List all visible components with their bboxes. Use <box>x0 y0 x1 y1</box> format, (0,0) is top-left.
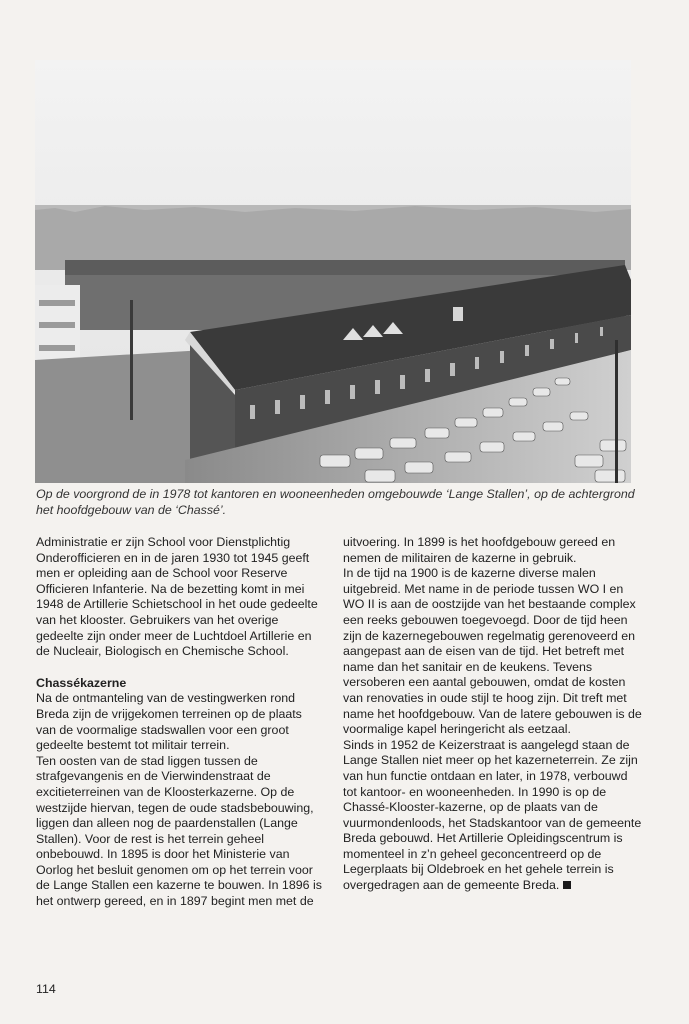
end-mark-icon <box>563 881 571 889</box>
page-number: 114 <box>36 982 56 996</box>
paragraph-text: Sinds in 1952 de Keizerstraat is aangelegd staan de Lange Stallen niet meer op het kazerneterrein. Ze zijn van hun functie ontdaan en later, in 1978, verbouwd tot kantoor- en wooneenheden. In 1990 is op de Chassé-Klooster-kazerne, op de plaats van de vuurmondenloods, het Stadskantoor van de gemeente Breda gebouwd. Het Artillerie Opleidingscentrum is momenteel in z’n geheel geconcentreerd op de Legerplaats bij Oldebroek en het gehele terrein is overgedragen aan de gemeente Breda. <box>343 737 642 893</box>
paragraph: uitvoering. In 1899 is het hoofdgebouw gereed en nemen de militairen de kazerne in gebruik. <box>343 535 616 565</box>
paragraph: Na de ontmanteling van de vestingwerken rond Breda zijn de vrijgekomen terreinen op de plaats van de voormalige stadswallen voor een groot gedeelte bestemt tot militair terrein. <box>36 691 302 753</box>
paragraph <box>343 738 643 894</box>
left-column <box>36 535 324 910</box>
right-column <box>343 535 643 894</box>
photo-caption: Op de voorgrond de in 1978 tot kantoren en wooneenheden omgebouwde ‘Lange Stallen’, op de achtergrond het hoofdgebouw van de ‘Chassé’. <box>36 487 635 517</box>
paragraph: Ten oosten van de stad liggen tussen de strafgevangenis en de Vierwindenstraat de excitieterreinen van de Kloosterkazerne. Op de westzijde hiervan, tegen de oude stadsbebouwing, liggen dan alleen nog de paardenstallen (Lange Stallen). Voor de rest is het terrein geheel onbebouwd. In 1895 is door het Ministerie van Oorlog het besluit genomen om op het terrein voor de Lange Stallen een kazerne te bouwen. In 1896 is het ontwerp gereed, en in 1897 begint men met de <box>36 753 322 909</box>
section-heading: Chassékazerne <box>36 675 127 690</box>
barracks-photo <box>35 60 631 483</box>
paragraph: In de tijd na 1900 is de kazerne diverse malen uitgebreid. Met name in de periode tussen WO I en WO II is aan de oostzijde van het bestaande complex een reeks gebouwen toegevoegd. Door de tijd heen zijn de kazernegebouwen regelmatig gerenoveerd en aangepast aan de eisen van de tijd. Het betreft met name dan het sanitair en de keukens. Tevens versoberen een aantal gebouwen, omdat de kosten van renovaties in oude stijl te hoog zijn. Dit treft met name het hoofdgebouw. Van de latere gebouwen is de voormalige kapel heringericht als eetzaal. <box>343 566 642 737</box>
paragraph: Administratie er zijn School voor Dienstplichtig Onderofficieren en in de jaren 1930 tot 1945 geeft men er opleiding aan de School voor Reserve Officieren Infanterie. Na de bezetting komt in mei 1948 de Artillerie Schietschool in het oude gedeelte van het klooster. Gebruikers van het overige gedeelte zijn onder meer de Luchtdoel Artillerie en de Nucleair, Biologisch en Chemische School. <box>36 535 318 659</box>
